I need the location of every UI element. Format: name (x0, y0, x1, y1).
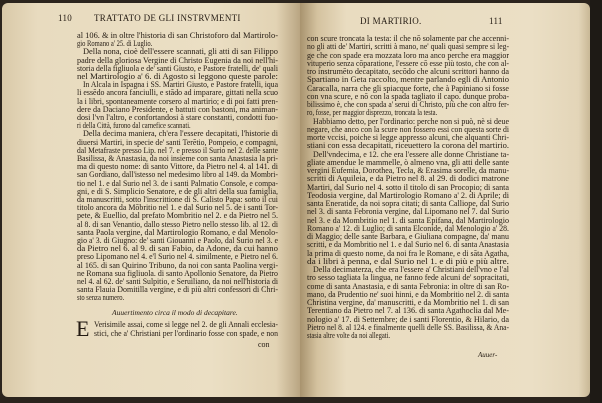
text-line: Teodosia vergine, dal Martirologio Romano a' 2. di Aprile; di (307, 190, 509, 200)
text-line: al 106. & in oltre l'historia di san Christoforo dal Martirolo- (77, 31, 278, 40)
text-line: nel 4. al 62. de' santi Sulpitio, e Seruiliano, da noi nell'historia di (77, 277, 278, 286)
text-line: dere da Daciano Presidente, e battuti con bastoni, ma animan- (77, 104, 278, 114)
text-line: scritti di Aquileia, e da Pietro nel 8. al 29. di dodici matrone (307, 174, 509, 184)
text-line: Pietro nel 8. al 124. e finalmente quelli delle SS. Basilissa, & Ana- (307, 322, 509, 332)
text-line: Della decimaterza, che era l'essere a' Christiani dell'vno e l'al (313, 265, 509, 274)
text-line: tro instrumēto decapitato, secōdo che alcuni scrittori hanno da (307, 67, 509, 76)
text-line: Christina vergine, da' manuscritti, e da Mombritio nel 1. di san (307, 298, 509, 307)
text-line: ne Romana sua figliuola. di santo Apollonio Senatore, da Pietro (77, 268, 278, 278)
text-line: santa Flauia Domitilla vergine, e di più altri confessori di Chri- (77, 285, 278, 295)
text-line: stici, che a' Christiani per l'ordinario fosse con spade, e non (94, 328, 278, 338)
text-line: gliate amendue le mammelle, ò almeno vna, gli atti delle sante (307, 157, 509, 167)
text-line: Della nona, cioè dell'essere scannati, gli atti di san Filippo (83, 47, 278, 57)
page-number: 111 (489, 16, 503, 26)
text-line: sto senza numero. (77, 293, 125, 303)
text-line: nel 3. e da Mombritio nel 1. di santa Epifana, dal Martirologio (307, 215, 509, 225)
text-line: da i libri à penna, e dal Surio nel 1. e di più e più altre. (307, 256, 509, 266)
text-line: Martiri, dal Surio nel 4. sotto il titolo di san Procopio; di santa (307, 182, 509, 192)
text-line: gio a' 3. di Giugno: de' santi Giouanni e Paolo, dal Surio nel 3. e (77, 236, 278, 245)
running-title: DI MARTIRIO. (360, 16, 422, 26)
text-line: san Gordiano, dall'istesso nel medesimo libro al 149. da Mombri- (77, 170, 278, 180)
text-line: tio nel 1. e dal Surio nel 3. de i santi Palmatio Console, e compa- (77, 178, 278, 188)
text-line: padre della gloriosa Vergine di Christo Eugenia da noi nell'hi- (77, 55, 278, 65)
text-line: stiani con essa decapitati, riceuettero la corona del martirio. (307, 141, 509, 151)
text-line: nologio a' 17. di Settembre; de i santi Florentio, & Hilario, da (307, 314, 509, 324)
text-line: dosi l'vn l'altro, e confortandosi à stare constanti, condotti fuo- (77, 113, 278, 122)
text-line: gni, e di S. Simplicio Senatore, e de gli altri della sua famiglia, (77, 186, 278, 196)
right-page (300, 3, 590, 397)
text-line: vituperio senza cōparatione, l'essere cō esse più tosto, che con al- (307, 58, 509, 68)
text-line: diuersi Martiri, in specie de' santi Terētio, Pompeio, e compagni, (77, 137, 278, 147)
text-line: vergini Eufemia, Dorothea, Tecla, & Erasima sorelle, da manu- (307, 166, 509, 175)
text-line: di Maggio; delle sante Barbara, e Giuliana compagne, da' manu (307, 232, 509, 241)
text-line: Habbiamo detto, per l'ordinario: perche non si può, nè si deue (313, 116, 509, 126)
text-line: Verisimile assai, come si legge nel 2. de gli Annali ecclesia- (94, 320, 278, 329)
text-line: titolo ancora da Mōbritio nel 1. e dal Surio nel 5. de i santi Tor- (77, 203, 278, 213)
text-line: Romano a' 12. di Luglio; di santa Elconide, dal Menologio a' 28. (307, 223, 509, 233)
text-line: pete, & Euellio, dal prefato Mombritio nel 2. e da Pietro nel 5. (77, 211, 278, 221)
page-number: 110 (58, 13, 73, 23)
text-line: ma di questo nome: di santo Vittore, da Pietro nel 4. al 141. di (77, 162, 278, 172)
text-line: Dell'vndecima, e 12. che era l'essere alle donne Christiane ta- (313, 149, 509, 159)
text-line: nel Martirologio a' 6. di Agosto si leggono queste parole: (77, 72, 278, 81)
text-line: con scure troncata la testa: il che nō solamente par che accenni- (307, 34, 509, 43)
text-line: In Alcala in Ispagna i SS. Martiri Giusto, e Pastore fratelli, iqua (83, 80, 278, 90)
text-line: Della decima maniera, ch'era l'essere decapitati, l'historie di (83, 129, 278, 139)
section-heading: Auuertimento circa il modo di decapitare. (112, 308, 238, 317)
left-page (2, 3, 300, 397)
text-line: nel 3. di santa Febronia vergine, dal Lipomano nel 7. dal Surio (307, 207, 509, 217)
text-line: storia della figliuola e de' santi Giusto, e Pastore fratelli, de' quali (77, 63, 278, 73)
running-title: TRATTATO DE GLI INSTRVMENTI (94, 13, 241, 23)
text-line: da Pietro nel 6. al 9. di san Fabio, da Adone, da cui hanno (77, 244, 278, 254)
text-line: al 165. di san Quirino Tribuno, da noi con santa Paolina vergi- (77, 260, 278, 270)
text-line: scritti, e da Mombritio nel 1. e dal Surio nel 6. di santa Anastasia (307, 240, 509, 250)
text-line: come di santa Anastasia, e di santa Febronia: in oltre di san Ro- (307, 281, 509, 291)
text-line: la prima di questo nome, da noi fra le Romane, e di sāta Agatha, (307, 248, 509, 258)
text-line: da manuscritti, sotto l'inscrittione di S. Calisto Papa: sotto il cui (77, 195, 278, 204)
text-line: tro sesso tagliata la lingua, ne fanno fede alcuni de' sopracitati, (307, 273, 509, 283)
text-line: al 8. di san Venantio, dallo stesso Pietro nello stesso lib. al 12. di (77, 219, 278, 229)
text-line: preso Lipomano nel 4. e'l Surio nel 4. similmente, e Pietro nel 6. (77, 252, 278, 262)
text-line: santa Eneratide, da noi sopra citati; di santa Calliope, dal Surio (307, 199, 509, 208)
text-line: mano, da Prudentio ne' suoi hinni, e da Mombritio nel 2. di santa (307, 289, 509, 299)
text-line: ro, fosse, per maggior disprezzo, troncata la testa. (307, 108, 438, 118)
text-line: gio Romano a' 25. di Luglio. (77, 39, 153, 49)
text-line: Caracalla, narra che gli spiacque forte, che à Papiniano si fosse (307, 83, 509, 93)
drop-cap: E (76, 316, 90, 341)
catchword: Auuer- (478, 351, 498, 359)
text-line: li essēdo ancora fanciulli, e stādo ad imparare, gittati nella scuo (77, 88, 278, 98)
text-line: morte vccisi, poiche si legge appresso alcuni, che alquanti Chri- (307, 133, 509, 142)
text-line: la i libri, spontaneamente corsero al martirio; e di poi fatti pren- (77, 96, 278, 106)
text-line: santa Paola vergine, dal Martirologio Romano, e dal Menolo- (77, 227, 278, 237)
text-line: negare, che anco con la scure non fossero essi con questa sorte di (307, 124, 509, 134)
text-line: Terentiano da Pietro nel 7. al 136. di santa Agathoclia dal Me- (307, 306, 509, 316)
text-line: ri della Città, furono dal carnefice scannati. (77, 121, 191, 131)
book-edge (590, 0, 602, 403)
text-line: con vna scure, e nō con la spada tagliato il capo. dunque proba- (307, 91, 509, 101)
text-line: no gli atti de' Martiri, scritti à mano, ne' quali quasi sempre si leg- (307, 42, 509, 52)
catchword: con (258, 340, 270, 349)
text-line: Spartiano in Geta raccolto, mentre parlando egli di Antonio (307, 75, 509, 85)
text-line: stasia altre volte da noi allegati. (307, 331, 391, 340)
text-line: bilissimo è, che con spada a' serui di Christo, più che con altro fer- (307, 100, 509, 109)
text-line: ge che con spade era mozzata loro ma anco perche era maggior (307, 50, 509, 60)
text-line: dal Metafraste presso Lip. nel 7. e presso il Surio nel 2. delle sante (77, 145, 278, 155)
text-line: Basilissa, & Anastasia, da noi insieme con santa Anastasia la pri- (77, 154, 278, 163)
